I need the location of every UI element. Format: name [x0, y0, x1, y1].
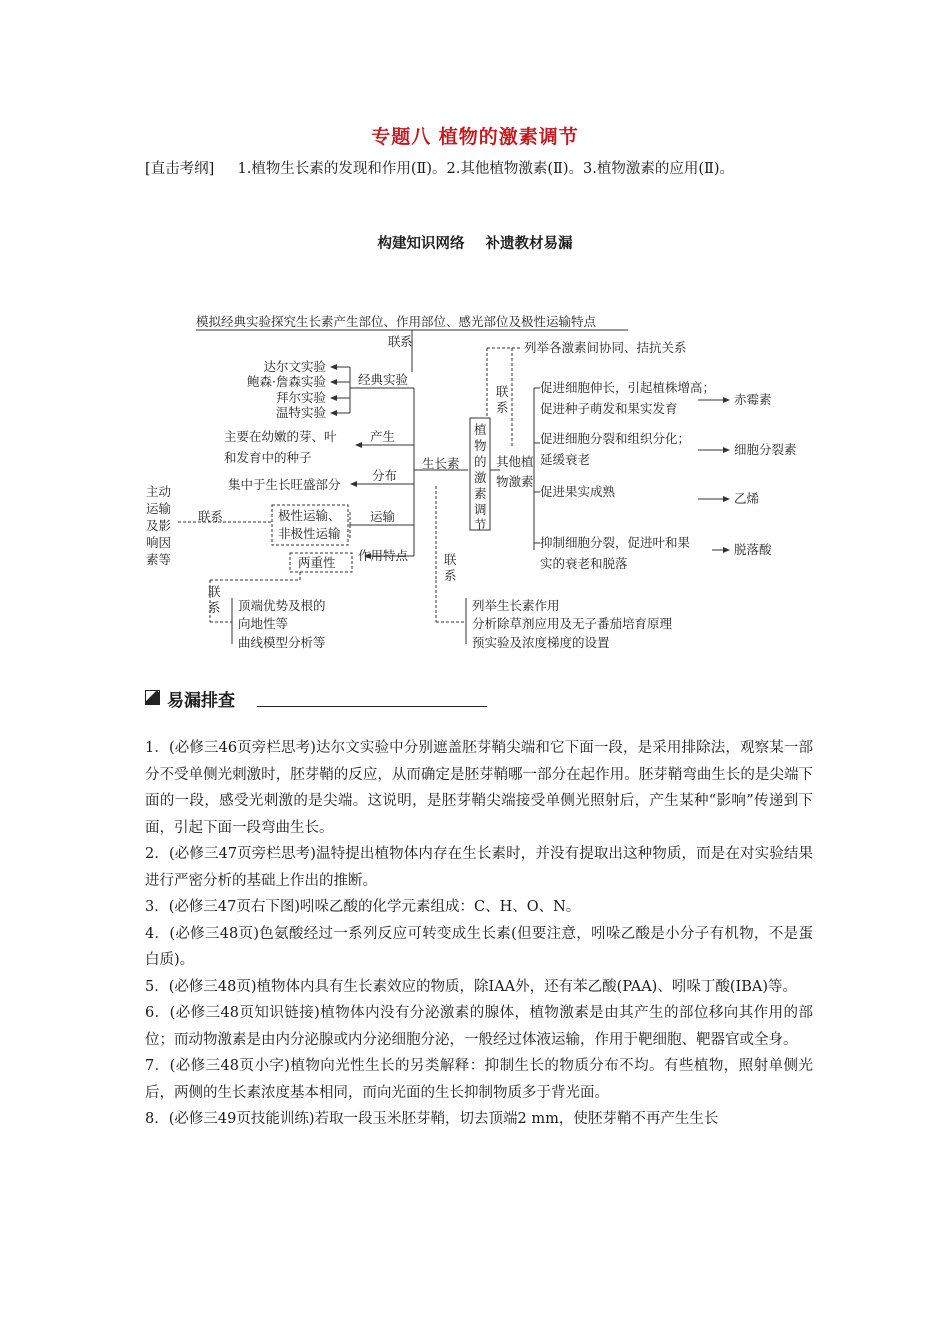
- link-label-dual-2: 系: [208, 600, 221, 615]
- review-item-1: 1．(必修三46页旁栏思考)达尔文实验中分别遮盖胚芽鞘尖端和它下面一段，是采用排除法，观察某一部分不受单侧光刺激时，胚芽鞘的反应，从而确定是胚芽鞘哪一部分在起作用。胚芽鞘弯曲生长的是尖端下面的一段，感受光刺激的是尖端。这说明，是胚芽鞘尖端接受单侧光照射后，产生某种“影响”传递到下面，引起下面一段弯曲生长。: [145, 740, 813, 836]
- aba-name: 脱落酸: [734, 542, 772, 557]
- distribute-label: 分布: [372, 468, 398, 483]
- review-item-4: 4．(必修三48页)色氨酸经过一系列反应可转变成生长素(但要注意，吲哚乙酸是小分子有机物，不是蛋白质)。: [145, 925, 813, 968]
- auxin-node: 生长素: [422, 456, 460, 471]
- dual-example-1: 顶端优势及根的: [238, 598, 326, 613]
- experiment-4: 温特实验: [275, 405, 326, 420]
- produce-label: 产生: [370, 429, 396, 444]
- factors-4: 响因: [146, 535, 172, 550]
- factors-2: 运输: [146, 501, 172, 516]
- produce-text-2: 和发育中的种子: [224, 450, 312, 465]
- ga-name: 赤霉素: [734, 392, 772, 407]
- eth-name: 乙烯: [734, 491, 760, 506]
- center-char-5: 素: [474, 486, 487, 501]
- relations-text: 列举各激素间协同、拮抗关系: [524, 340, 687, 355]
- subheading-left: 构建知识网络: [377, 236, 465, 252]
- experiment-1: 达尔文实验: [263, 359, 326, 374]
- ck-name: 细胞分裂素: [734, 442, 797, 457]
- dual-example-2: 向地性等: [238, 616, 289, 631]
- exam-outline: [145, 156, 810, 183]
- transport-text-1: 极性运输、: [278, 508, 341, 523]
- link-label-top-1: 联: [388, 334, 401, 349]
- ck-text-1: 促进细胞分裂和组织分化；: [540, 431, 691, 446]
- link-label-factors: 联系: [198, 509, 224, 524]
- transport-label: 运输: [370, 509, 396, 524]
- center-char-3: 的: [474, 454, 487, 469]
- experiment-2: 鲍森·詹森实验: [247, 374, 326, 389]
- section-heading: [145, 686, 815, 710]
- center-char-6: 调: [474, 502, 487, 517]
- experiment-3: 拜尔实验: [275, 390, 326, 405]
- link-label-right-1: 联: [496, 384, 509, 399]
- section-marker-icon: [145, 690, 160, 705]
- dual-node: 两重性: [298, 555, 336, 570]
- app-3: 预实验及浓度梯度的设置: [472, 635, 610, 650]
- factors-1: 主动: [146, 484, 172, 499]
- review-item-3: 3．(必修三47页右下图)吲哚乙酸的化学元素组成：C、H、O、N。: [145, 899, 581, 915]
- ga-text-2: 促进种子萌发和果实发育: [540, 401, 678, 416]
- subheading-right: 补遗教材易漏: [485, 236, 573, 252]
- produce-text-1: 主要在幼嫩的芽、叶: [224, 429, 337, 444]
- others-line-2: 物激素: [496, 474, 534, 489]
- section-title: 易漏排查: [167, 691, 235, 711]
- link-label-dual-1: 联: [208, 584, 221, 599]
- factors-3: 及影: [146, 518, 172, 533]
- page-title: 专题八 植物的激素调节: [371, 126, 579, 148]
- center-char-2: 物: [474, 438, 487, 453]
- knowledge-network-diagram: [0, 300, 950, 670]
- others-line-1: 其他植: [496, 454, 534, 469]
- review-item-7: 7．(必修三48页小字)植物向光性生长的另类解释：抑制生长的物质分布不均。有些植物，照射单侧光后，两侧的生长素浓度基本相同，而向光面的生长抑制物质多于背光面。: [145, 1058, 813, 1101]
- feature-label: 作用特点: [358, 548, 409, 563]
- outline-text: 1.植物生长素的发现和作用(Ⅱ)。2.其他植物激素(Ⅱ)。3.植物激素的应用(Ⅱ)。: [237, 161, 735, 177]
- app-2: 分析除草剂应用及无子番茄培育原理: [472, 616, 673, 631]
- classic-experiments: 经典实验: [358, 372, 409, 387]
- center-char-4: 激: [474, 470, 487, 485]
- center-char-1: 植: [474, 422, 487, 437]
- link-label-top-2: 系: [400, 334, 413, 349]
- outline-label: [直击考纲]: [145, 161, 215, 177]
- top-note: 模拟经典实验探究生长素产生部位、作用部位、感光部位及极性运输特点: [196, 314, 597, 329]
- aba-text-1: 抑制细胞分裂，促进叶和果: [540, 535, 691, 550]
- factors-5: 素等: [146, 552, 172, 567]
- aba-text-2: 实的衰老和脱落: [540, 556, 628, 571]
- review-items: [145, 735, 813, 1133]
- ck-text-2: 延缓衰老: [540, 452, 591, 467]
- review-item-6: 6．(必修三48页知识链接)植物体内没有分泌激素的腺体，植物激素是由其产生的部位移向其作用的部位；而动物激素是由内分泌腺或内分泌细胞分泌，一般经过体液运输，作用于靶细胞、靶器官或全身。: [145, 1005, 813, 1048]
- eth-text-1: 促进果实成熟: [540, 484, 616, 499]
- link-label-app-1: 联: [444, 552, 457, 567]
- review-item-8: 8．(必修三49页技能训练)若取一段玉米胚芽鞘，切去顶端2 mm，使胚芽鞘不再产生生长: [145, 1111, 719, 1127]
- dual-example-3: 曲线模型分析等: [238, 635, 326, 650]
- app-1: 列举生长素作用: [472, 598, 560, 613]
- review-item-5: 5．(必修三48页)植物体内具有生长素效应的物质，除IAA外，还有苯乙酸(PAA)、吲哚丁酸(IBA)等。: [145, 978, 798, 995]
- ga-text-1: 促进细胞伸长，引起植株增高；: [540, 380, 716, 395]
- center-char-7: 节: [474, 517, 487, 532]
- subheading: [0, 232, 950, 253]
- section-rule: [257, 706, 487, 707]
- review-item-2: 2．(必修三47页旁栏思考)温特提出植物体内存在生长素时，并没有提取出这种物质，而是在对实验结果进行严密分析的基础上作出的推断。: [145, 846, 813, 889]
- link-label-app-2: 系: [444, 568, 457, 583]
- distribute-text: 集中于生长旺盛部分: [228, 477, 341, 492]
- link-label-right-2: 系: [496, 400, 509, 415]
- transport-text-2: 非极性运输: [278, 526, 341, 541]
